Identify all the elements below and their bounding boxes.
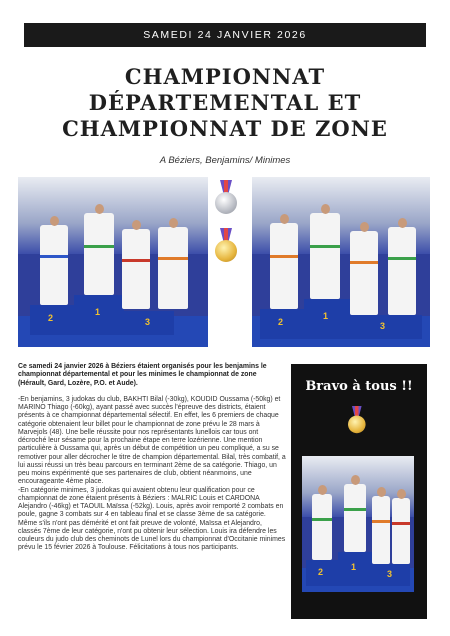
judoka: [122, 229, 150, 309]
judoka: [84, 213, 114, 295]
podium-step-1: 1: [338, 552, 372, 586]
judoka: [310, 213, 340, 299]
page-title: [20, 64, 430, 142]
podium-step-3: 3: [124, 311, 174, 335]
gold-medal-icon: [348, 406, 366, 433]
subtitle: A Béziers, Benjamins/ Minimes: [159, 155, 291, 166]
podium-photo-minimes: [252, 177, 430, 347]
title-line-2: DÉPARTEMENTAL ET: [88, 90, 362, 115]
podium-photo-benjamins: [18, 177, 208, 347]
judoka: [350, 231, 378, 315]
podium-step-1: 1: [74, 295, 124, 335]
bravo-title: Bravo à tous !!: [305, 379, 413, 394]
date-banner: SAMEDI 24 JANVIER 2026: [24, 23, 426, 47]
gold-medal-icon: [215, 228, 237, 262]
judoka: [344, 484, 366, 552]
judoka: [270, 223, 298, 309]
paragraph-benjamins: -En benjamins, 3 judokas du club, BAKHTI Bilal (-30kg), KOUDID Oussama (-50kg) et MARINO Thiago (-60kg), ayant passé avec succès l'épreuve des districts, étaient présents à ce championnat départemental sélectif. En effet, les 6 premiers de chaque catégorie obtenaient leur billet pour le championnat de zone prévu le 28 mars à Marvejols (48). Une belle réussite pour nos représentants lunellois car tous ont décroché leur sésame pour la prochaine étape en terre lozérienne. Une mention particulière à Oussama qui, après un début de compétition un peu compliqué, a su se remotiver pour aller décrocher le titre de champion départemental. Bilal, très combatif, a lui aussi réussi un très beau parcours en terminant 2ème de sa catégorie. Thiago, un peu moins expérimenté que ses partenaires de club, obtient néanmoins, une encourageante 4ème place.: [18, 395, 286, 486]
judoka: [158, 227, 188, 309]
podium-step-2: 2: [306, 560, 338, 586]
podium-step-2: 2: [260, 309, 304, 339]
article-lead: Ce samedi 24 janvier 2026 à Béziers étaient organisés pour les benjamins le championnat départemental et pour les minimes le championnat de zone (Hérault, Gard, Lozère, P.O. et Aude).: [18, 363, 267, 387]
podium-photo-group: [302, 456, 414, 592]
title-line-1: CHAMPIONNAT: [124, 64, 326, 89]
silver-medal-icon: [215, 180, 237, 214]
article-body: [18, 363, 286, 553]
judoka: [392, 498, 410, 564]
podium-step-2: 2: [30, 305, 74, 335]
podium-step-1: 1: [304, 299, 350, 339]
judoka: [388, 227, 416, 315]
title-line-3: CHAMPIONNAT DE ZONE: [62, 116, 388, 141]
judoka: [372, 496, 390, 564]
podium-step-3: 3: [350, 315, 422, 339]
paragraph-minimes: -En catégorie minimes, 3 judokas qui avaient obtenu leur qualification pour ce championnat de zone étaient présents à Béziers : MALRIC Louis et CARDONA Alejandro (-46kg) et TAOUIL Maïssa (-52kg). Louis, après avoir remporté 2 combats en poule, gagne 3 combats sur 4 en tableau final et se classe 3ème de sa catégorie. Même s'ils n'ont pas démérité et ont fait preuve de volonté, Maïssa et Alejandro, classés 7ème de leur catégorie, n'ont pu obtenir leur sélection. Louis ira défendre les couleurs du judo club des cheminots de Lunel lors du championnat d'Occitanie minimes prévu le 15 février 2026 à Toulouse. Félicitations à tous nos participants.: [18, 486, 286, 552]
podium-step-3: 3: [372, 564, 410, 586]
judoka: [312, 494, 332, 560]
judoka: [40, 225, 68, 305]
